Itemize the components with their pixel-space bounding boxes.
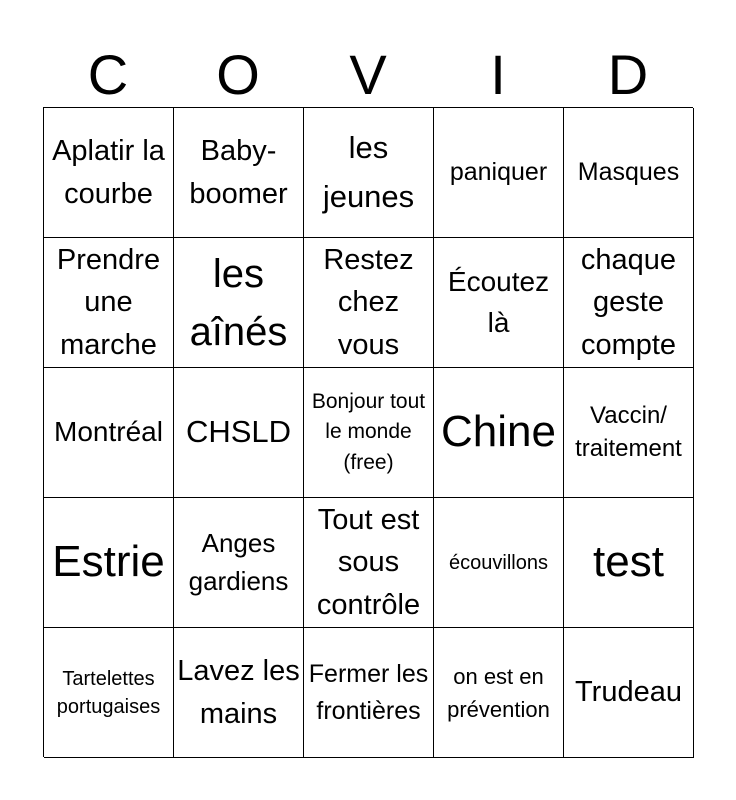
bingo-cell[interactable]: chaque geste compte <box>564 238 694 368</box>
bingo-cell[interactable]: Tout est sous contrôle <box>304 498 434 628</box>
bingo-cell[interactable]: écouvillons <box>434 498 564 628</box>
bingo-cell[interactable]: Baby-boomer <box>174 108 304 238</box>
header-letter-v: V <box>349 43 387 106</box>
bingo-cell[interactable]: Chine <box>434 368 564 498</box>
header-letter-i: I <box>490 43 506 106</box>
bingo-cell[interactable]: Fermer les frontières <box>304 628 434 758</box>
bingo-cell[interactable]: Aplatir la courbe <box>44 108 174 238</box>
bingo-cell[interactable]: Tartelettes portugaises <box>44 628 174 758</box>
bingo-cell[interactable]: paniquer <box>434 108 564 238</box>
header-letter-o: O <box>216 43 260 106</box>
bingo-cell[interactable]: CHSLD <box>174 368 304 498</box>
header-letter-c: C <box>87 43 129 106</box>
bingo-cell[interactable]: Vaccin/ traitement <box>564 368 694 498</box>
bingo-cell[interactable]: Montréal <box>44 368 174 498</box>
bingo-cell[interactable]: Restez chez vous <box>304 238 434 368</box>
bingo-header <box>43 44 693 106</box>
bingo-cell[interactable]: Masques <box>564 108 694 238</box>
bingo-cell[interactable]: les aînés <box>174 238 304 368</box>
bingo-board <box>43 107 693 757</box>
bingo-cell[interactable]: Anges gardiens <box>174 498 304 628</box>
bingo-cell[interactable]: Bonjour tout le monde (free) <box>304 368 434 498</box>
bingo-cell[interactable]: Prendre une marche <box>44 238 174 368</box>
bingo-cell[interactable]: test <box>564 498 694 628</box>
bingo-cell[interactable]: Trudeau <box>564 628 694 758</box>
bingo-cell[interactable]: Écoutez là <box>434 238 564 368</box>
bingo-cell[interactable]: Estrie <box>44 498 174 628</box>
bingo-cell[interactable]: on est en prévention <box>434 628 564 758</box>
bingo-cell[interactable]: Lavez les mains <box>174 628 304 758</box>
header-letter-d: D <box>607 43 649 106</box>
bingo-cell[interactable]: les jeunes <box>304 108 434 238</box>
